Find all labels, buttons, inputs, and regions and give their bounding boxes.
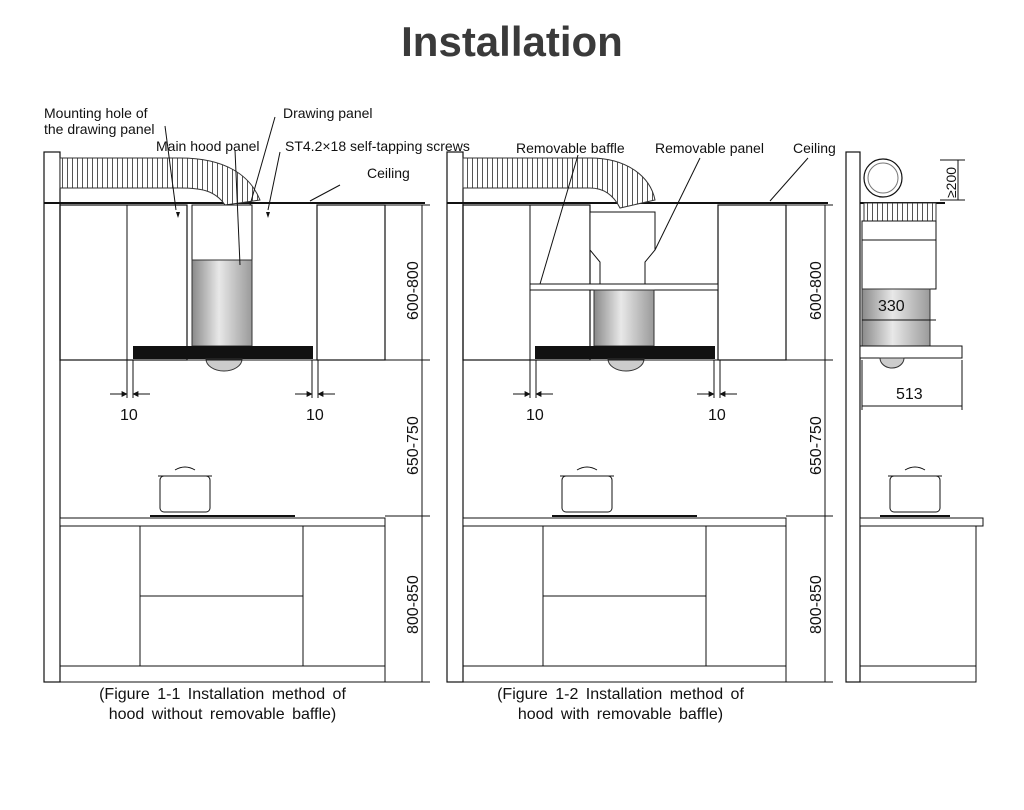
dim-middle-2: 650-750 [808,416,825,475]
label-removable-baffle: Removable baffle [516,140,625,156]
label-ceiling-2: Ceiling [793,140,836,156]
dim-depth-lower: 513 [896,386,923,403]
figure-1 [44,105,470,682]
label-ceiling-1: Ceiling [367,165,410,181]
dim-depth-upper: 330 [878,298,905,315]
label-screws: ST4.2×18 self-tapping screws [285,138,470,154]
figure-1-caption-line-2: hood without removable baffle) [108,706,337,723]
figure-2 [447,140,836,682]
dim-upper-2: 600-800 [808,261,825,320]
page-title: Installation [401,18,623,65]
figure-3-side-view [846,152,983,682]
figure-1-caption-line-1: (Figure 1-1 Installation method of [99,686,346,703]
dim-left-gap-1: 10 [120,407,138,424]
dim-lower-2: 800-850 [808,575,825,634]
label-removable-panel: Removable panel [655,140,764,156]
dim-right-gap-2: 10 [708,407,726,424]
figure-2-caption-line-2: hood with removable baffle) [517,706,724,723]
label-mounting-hole-2: the drawing panel [44,121,155,137]
dim-upper-1: 600-800 [405,261,422,320]
figure-2-caption [458,685,783,725]
label-main-hood-panel: Main hood panel [156,138,260,154]
label-drawing-panel: Drawing panel [283,105,373,121]
dim-left-gap-2: 10 [526,407,544,424]
dim-lower-1: 800-850 [405,575,422,634]
dim-top-clearance: ≥200 [943,166,959,198]
label-mounting-hole-1: Mounting hole of [44,105,148,121]
figure-1-caption [60,685,385,725]
dim-right-gap-1: 10 [306,407,324,424]
figure-2-caption-line-1: (Figure 1-2 Installation method of [497,686,744,703]
dim-middle-1: 650-750 [405,416,422,475]
